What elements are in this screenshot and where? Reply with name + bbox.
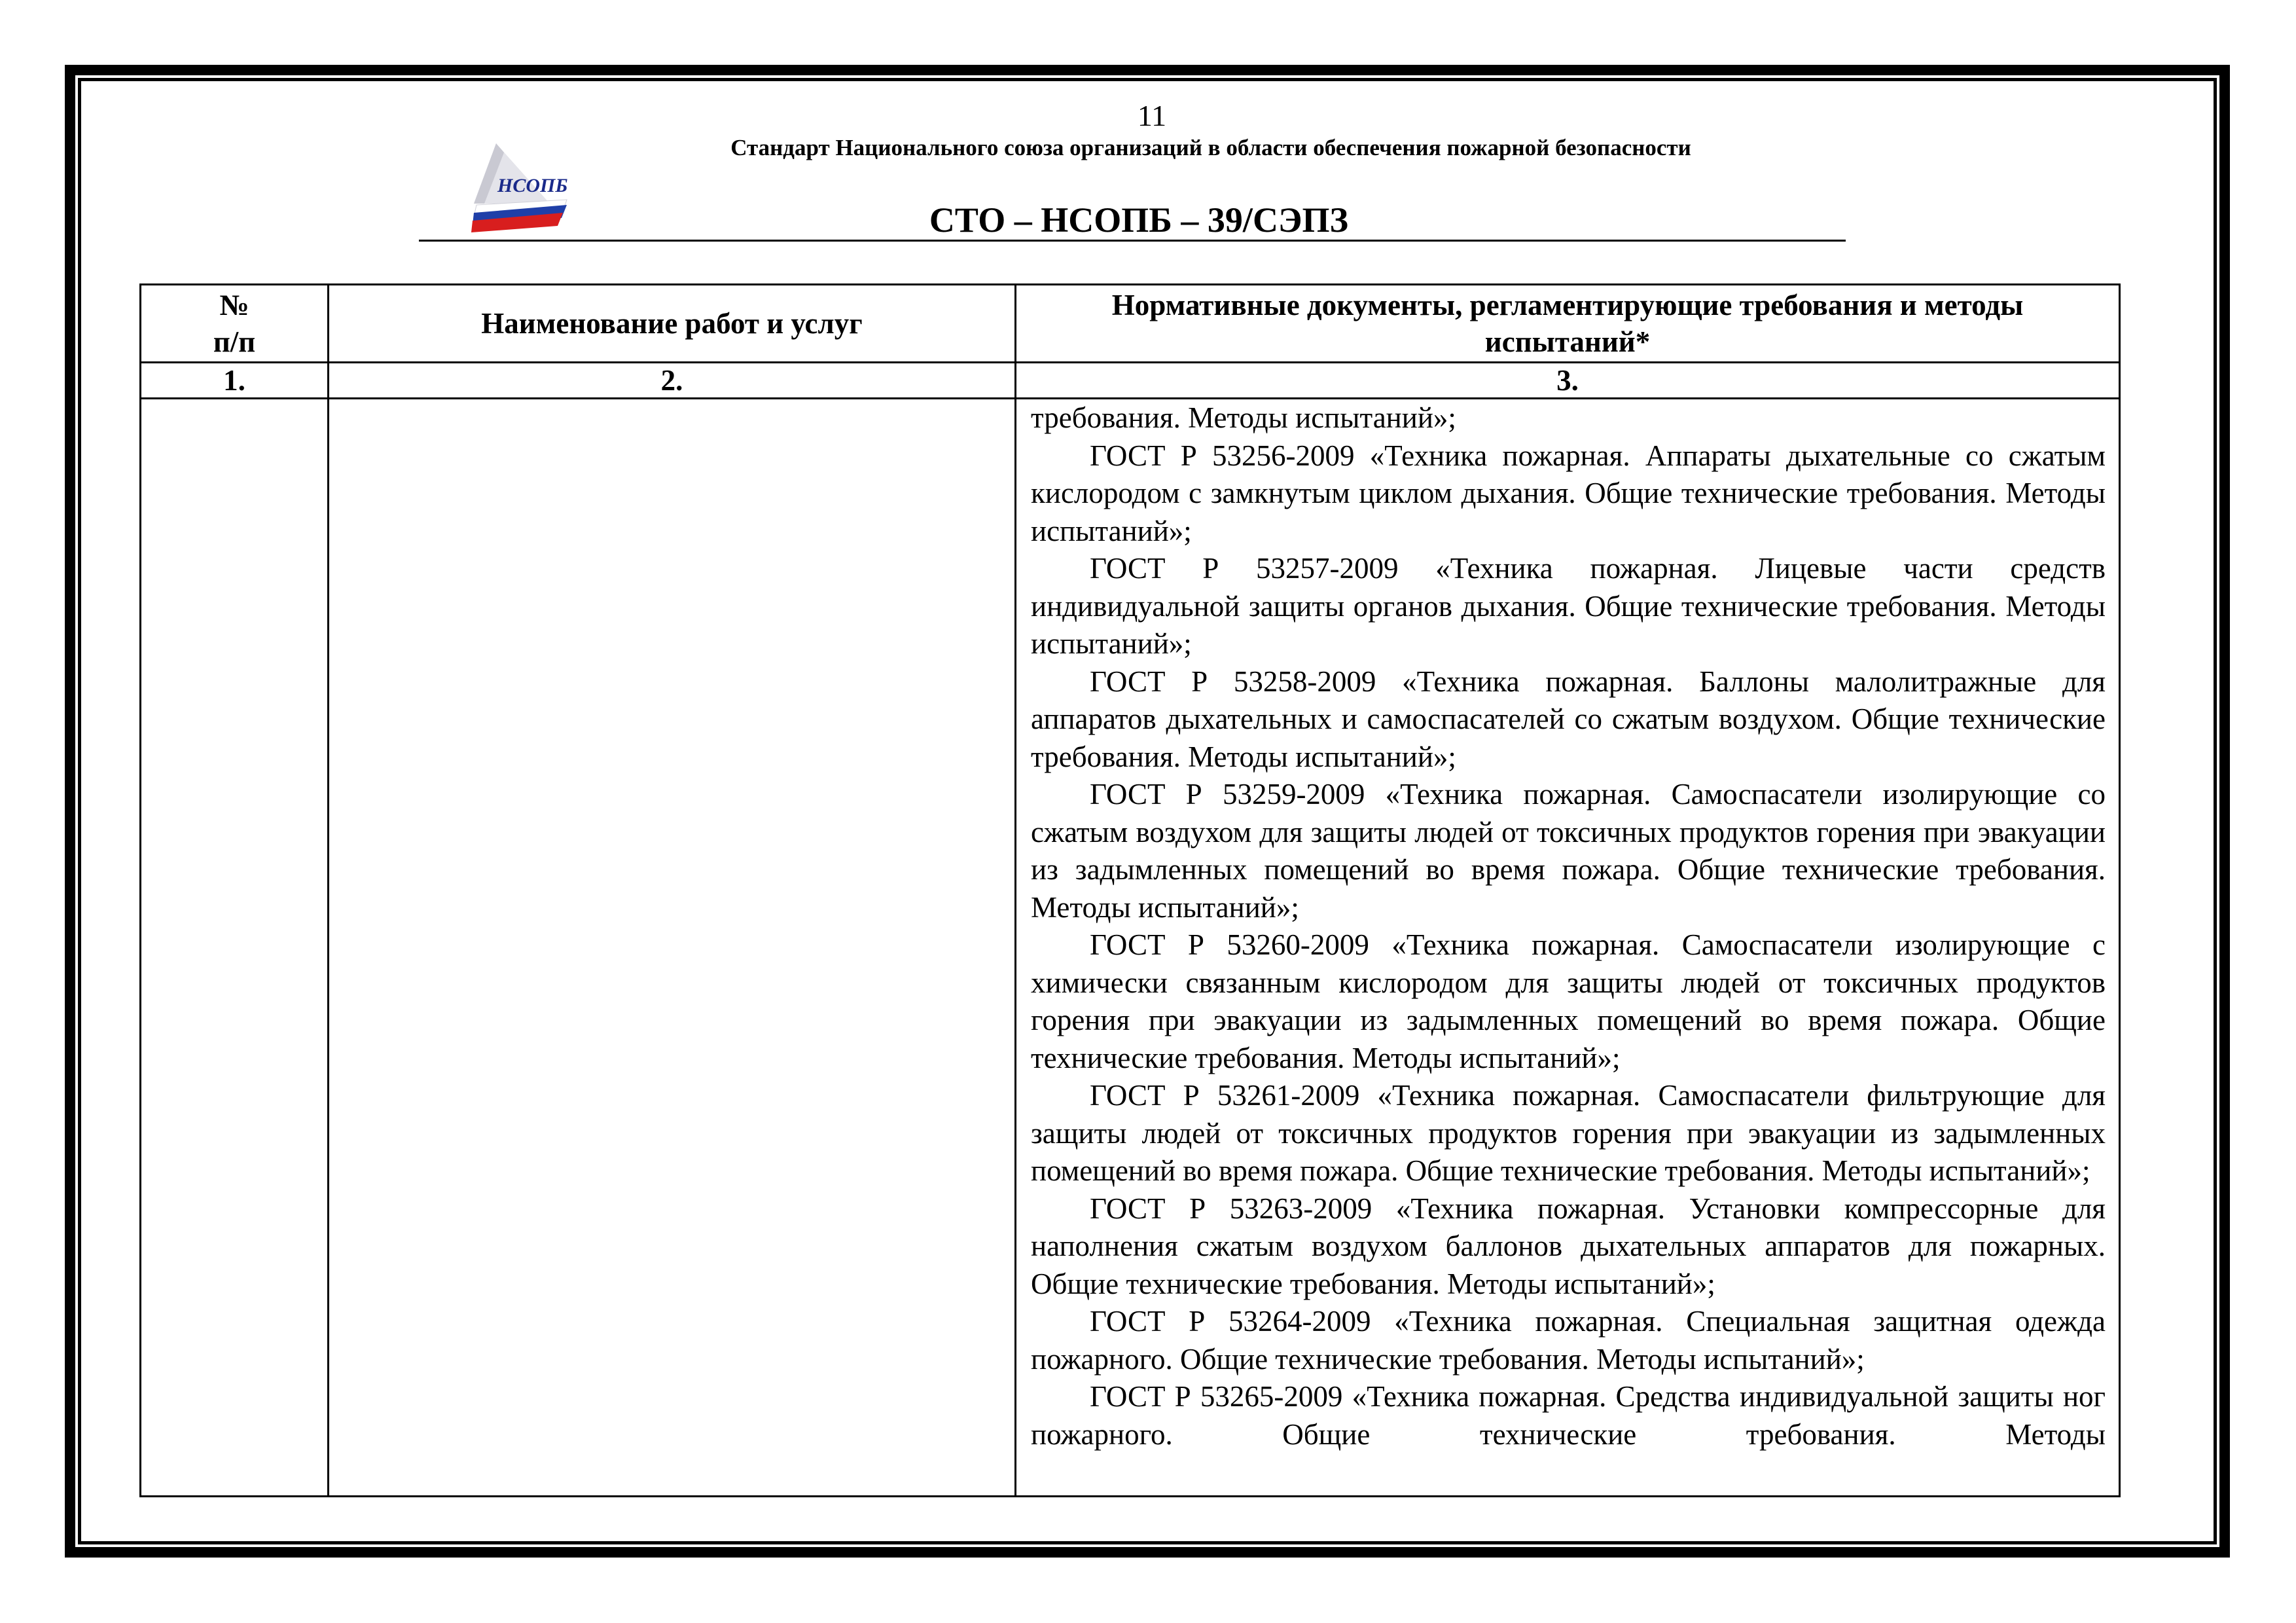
row-name-cell [329, 399, 1016, 1497]
row-number-cell [141, 399, 329, 1497]
column-number-1: 1. [141, 363, 329, 399]
standard-code: СТО – НСОПБ – 39/СЭПЗ [929, 200, 1349, 240]
organization-title: Стандарт Национального союза организаций в области обеспечения пожарной безопасности [730, 135, 1691, 160]
doc-paragraph: требования. Методы испытаний»; [1031, 401, 1456, 434]
doc-paragraph: ГОСТ Р 53260-2009 «Техника пожарная. Самоспасатели изолирующие с химически связанным кислородом для защиты людей от токсичных продуктов горения при эвакуации из задымленных помещений во время пожара. Общие технические требования. Методы испытаний»; [1031, 928, 2106, 1074]
requirements-table [139, 283, 2121, 1497]
column-number-2: 2. [329, 363, 1016, 399]
header-number-cell [141, 285, 329, 363]
column-number-row [141, 363, 2120, 399]
header-docs-line1: Нормативные документы, регламентирующие требования и методы [1111, 289, 2024, 321]
doc-paragraph: ГОСТ Р 53259-2009 «Техника пожарная. Самоспасатели изолирующие со сжатым воздухом для защиты людей от токсичных продуктов горения при эвакуации из задымленных помещений во время пожара. Общие технические требования. Методы испытаний»; [1031, 778, 2106, 924]
doc-paragraph: ГОСТ Р 53265-2009 «Техника пожарная. Средства индивидуальной защиты ног пожарного. Общие технические требования. Методы [1031, 1380, 2106, 1451]
header-docs-line2: испытаний* [1484, 325, 1651, 358]
header-number-sign: № [219, 289, 249, 321]
header-number-pp: п/п [213, 325, 256, 358]
header-docs-cell [1016, 285, 2120, 363]
doc-paragraph: ГОСТ Р 53264-2009 «Техника пожарная. Специальная защитная одежда пожарного. Общие технические требования. Методы испытаний»; [1031, 1305, 2106, 1376]
logo-text: НСОПБ [497, 175, 568, 196]
doc-paragraph: ГОСТ Р 53256-2009 «Техника пожарная. Аппараты дыхательные со сжатым кислородом с замкнутым циклом дыхания. Общие технические требования. Методы испытаний»; [1031, 439, 2106, 547]
header-rule [419, 240, 1846, 242]
doc-paragraph: ГОСТ Р 53257-2009 «Техника пожарная. Лицевые части средств индивидуальной защиты органов дыхания. Общие технические требования. Методы испытаний»; [1031, 552, 2106, 660]
column-number-3: 3. [1016, 363, 2120, 399]
docs-text [1016, 399, 2119, 1453]
header-name-cell [329, 285, 1016, 363]
doc-paragraph: ГОСТ Р 53261-2009 «Техника пожарная. Самоспасатели фильтрующие для защиты людей от токсичных продуктов горения при эвакуации из задымленных помещений во время пожара. Общие технические требования. Методы испытаний»; [1031, 1079, 2106, 1187]
row-docs-cell [1016, 399, 2120, 1497]
page-number: 11 [1137, 99, 1167, 132]
doc-paragraph: ГОСТ Р 53258-2009 «Техника пожарная. Баллоны малолитражные для аппаратов дыхательных и самоспасателей со сжатым воздухом. Общие технические требования. Методы испытаний»; [1031, 665, 2106, 773]
doc-paragraph: ГОСТ Р 53263-2009 «Техника пожарная. Установки компрессорные для наполнения сжатым воздухом баллонов дыхательных аппаратов для пожарных. Общие технические требования. Методы испытаний»; [1031, 1192, 2106, 1300]
header-name-label: Наименование работ и услуг [481, 307, 863, 340]
table-row [141, 399, 2120, 1497]
table-header-row [141, 285, 2120, 363]
